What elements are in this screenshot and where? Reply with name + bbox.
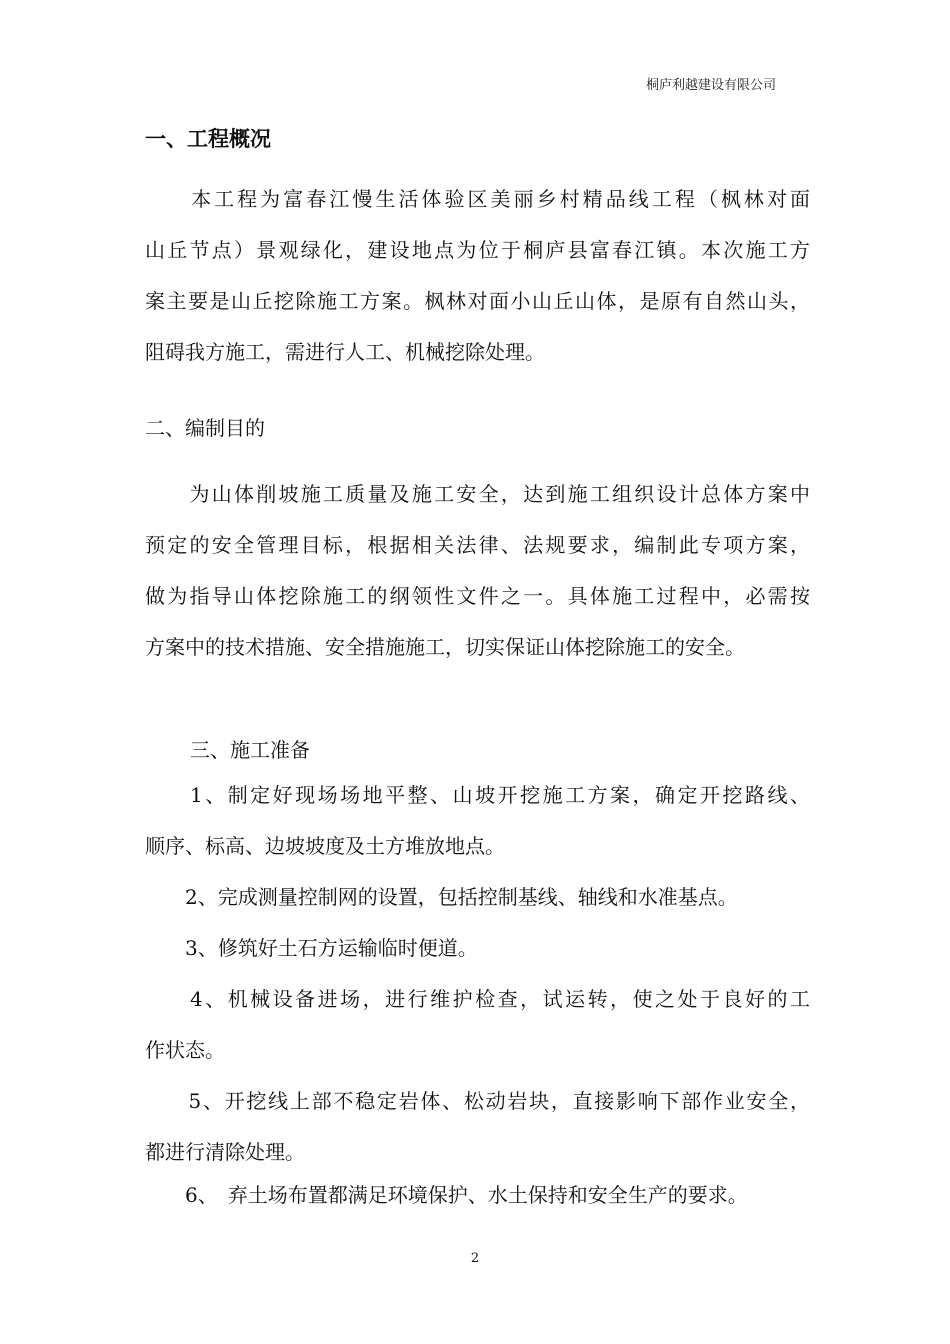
- list-item-line: 作状态。: [145, 1038, 225, 1062]
- page-number: 2: [470, 1251, 480, 1266]
- list-item-line: 6、 弃土场布置都满足环境保护、水土保持和安全生产的要求。: [145, 1183, 748, 1207]
- list-item: [145, 1076, 810, 1178]
- list-item-line: 5、开挖线上部不稳定岩体、松动岩块，直接影响下部作业安全，: [145, 1089, 810, 1113]
- paragraph-line: 方案中的技术措施、安全措施施工，切实保证山体挖除施工的安全。: [145, 635, 745, 659]
- list-item-line: 3、修筑好土石方运输临时便道。: [145, 936, 478, 960]
- list-item-line: 顺序、标高、边坡坡度及土方堆放地点。: [145, 834, 505, 858]
- paragraph-line: 阻碍我方施工，需进行人工、机械挖除处理。: [145, 340, 545, 364]
- section-1-paragraph: [145, 174, 810, 378]
- section-2-paragraph: [145, 469, 810, 673]
- header-company-name: 桐庐利越建设有限公司: [645, 78, 776, 93]
- paragraph-line: 山丘节点）景观绿化，建设地点为位于桐庐县富春江镇。本次施工方: [145, 238, 810, 262]
- paragraph-line: 做为指导山体挖除施工的纲领性文件之一。具体施工过程中，必需按: [145, 584, 810, 608]
- paragraph-line: 案主要是山丘挖除施工方案。枫林对面小山丘山体，是原有自然山头，: [145, 289, 810, 313]
- list-item-line: 2、完成测量控制网的设置，包括控制基线、轴线和水准基点。: [145, 885, 738, 909]
- list-item: [145, 923, 810, 974]
- paragraph-line: 本工程为富春江慢生活体验区美丽乡村精品线工程（枫林对面: [145, 187, 810, 211]
- paragraph-line: 为山体削坡施工质量及施工安全，达到施工组织设计总体方案中: [145, 482, 810, 506]
- list-item: [145, 770, 810, 872]
- list-item-line: 4、机械设备进场，进行维护检查，试运转，使之处于良好的工: [145, 987, 810, 1011]
- section-2-title: 二、编制目的: [145, 416, 265, 440]
- section-3-title: 三、施工准备: [190, 738, 310, 762]
- list-item: [145, 872, 810, 923]
- list-item-line: 1、制定好现场场地平整、山坡开挖施工方案，确定开挖路线、: [145, 783, 810, 807]
- paragraph-line: 预定的安全管理目标，根据相关法律、法规要求，编制此专项方案，: [145, 533, 810, 557]
- section-1-title: 一、工程概况: [145, 127, 271, 151]
- list-item: [145, 974, 810, 1076]
- list-item-line: 都进行清除处理。: [145, 1140, 305, 1164]
- list-item: [145, 1170, 810, 1221]
